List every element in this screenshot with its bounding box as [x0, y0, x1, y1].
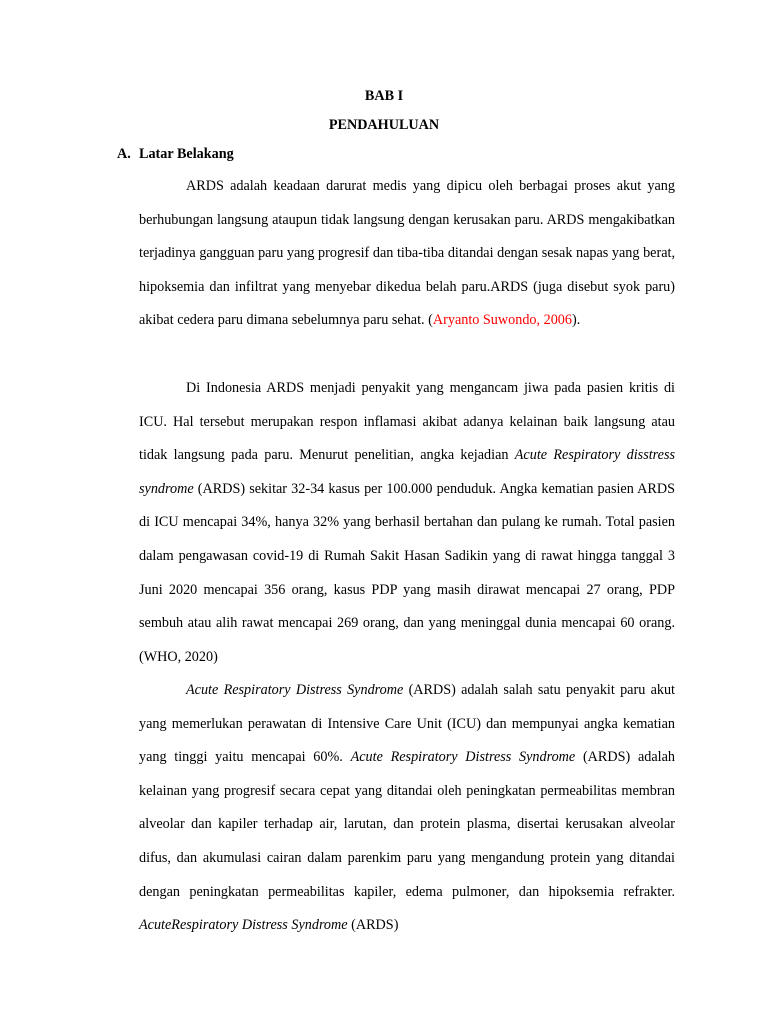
paragraph-3-italic-term-c: AcuteRespiratory Distress Syndrome [139, 917, 348, 934]
paragraph-3-text-b: (ARDS) adalah kelainan yang progresif secara cepat yang ditandai oleh peningkatan permeabilitas membran alveolar dan kapiler terhadap air, larutan, dan protein plasma, disertai kerusakan alveolar difus, dan akumulasi cairan dalam parenkim paru yang mengandung protein yang ditandai dengan peningkatan permeabilitas kapiler, edema pulmoner, dan hipoksemia refrakter. [139, 749, 675, 900]
paragraph-2 [139, 372, 675, 674]
chapter-title: PENDAHULUAN [328, 117, 440, 133]
paragraph-3-italic-term-b: Acute Respiratory Distress Syndrome [350, 749, 576, 766]
paragraph-3-text-c: (ARDS) [347, 917, 399, 934]
section-letter: A. [117, 146, 131, 162]
paragraph-3 [139, 674, 675, 943]
paragraph-2-text-a: Di Indonesia ARDS menjadi penyakit yang mengancam jiwa pada pasien kritis di ICU. Hal tersebut merupakan respon inflamasi akibat adanya kelainan baik langsung atau tidak langsung pada paru. Menurut penelitian, angka kejadian [139, 380, 675, 464]
paragraph-2-italic-term: Acute Respiratory disstress syndrome [139, 447, 675, 497]
citation-link[interactable]: Aryanto Suwondo, 2006 [432, 312, 572, 329]
paragraph-3-text-a: (ARDS) adalah salah satu penyakit paru akut yang memerlukan perawatan di Intensive Care Unit (ICU) dan mempunyai angka kematian yang tinggi yaitu mencapai 60%. [139, 682, 675, 766]
paragraph-1-text-a: ARDS adalah keadaan darurat medis yang dipicu oleh berbagai proses akut yang berhubungan langsung ataupun tidak langsung dengan kerusakan paru. ARDS mengakibatkan terjadinya gangguan paru yang progresif dan tiba-tiba ditandai dengan sesak napas yang berat, hipoksemia dan infiltrat yang menyebar dikedua belah paru.ARDS (juga disebut syok paru) akibat cedera paru dimana sebelumnya paru sehat. ( [139, 178, 675, 329]
section-title: Latar Belakang [139, 146, 234, 162]
paragraph-3-italic-term-a: Acute Respiratory Distress Syndrome [186, 682, 404, 698]
chapter-number: BAB I [364, 88, 404, 104]
section-heading [117, 146, 234, 163]
paragraph-1 [139, 170, 675, 338]
paragraph-1-text-b: ). [572, 312, 581, 329]
paragraph-2-text-b: (ARDS) sekitar 32-34 kasus per 100.000 penduduk. Angka kematian pasien ARDS di ICU mencapai 34%, hanya 32% yang berhasil bertahan dan pulang ke rumah. Total pasien dalam pengawasan covid-19 di Rumah Sakit Hasan Sadikin yang di rawat hingga tanggal 3 Juni 2020 mencapai 356 orang, kasus PDP yang masih dirawat mencapai 27 orang, PDP sembuh atau alih rawat mencapai 269 orang, dan yang meninggal dunia mencapai 60 orang. (WHO, 2020) [139, 480, 675, 665]
